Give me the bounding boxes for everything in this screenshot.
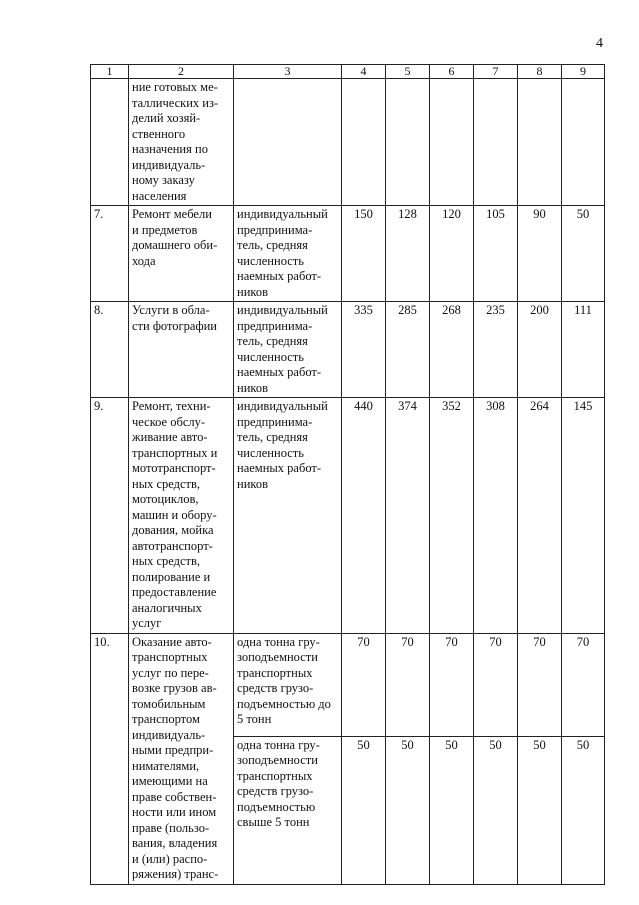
value-cell: 352	[430, 398, 474, 634]
row-number: 8.	[91, 302, 129, 398]
service-description: Ремонт мебели и предметов домашнего оби- хода	[129, 206, 234, 302]
row-number: 10.	[91, 633, 129, 884]
value-cell: 374	[386, 398, 430, 634]
table-row	[91, 302, 605, 398]
value-cell: 50	[562, 736, 605, 884]
value-cell	[562, 79, 605, 206]
value-cell	[342, 79, 386, 206]
service-description: Услуги в обла- сти фотографии	[129, 302, 234, 398]
value-cell	[518, 79, 562, 206]
value-cell: 111	[562, 302, 605, 398]
unit-description: индивидуальный предпринима- тель, средняя численность наемных работ- ников	[234, 398, 342, 634]
value-cell: 308	[474, 398, 518, 634]
data-table	[90, 64, 605, 885]
value-cell: 50	[342, 736, 386, 884]
unit-description: индивидуальный предпринима- тель, средняя численность наемных работ- ников	[234, 206, 342, 302]
value-cell: 90	[518, 206, 562, 302]
value-cell: 50	[474, 736, 518, 884]
value-cell: 145	[562, 398, 605, 634]
header-cell: 8	[518, 65, 562, 79]
value-cell: 70	[474, 633, 518, 736]
value-cell: 268	[430, 302, 474, 398]
row-number: 7.	[91, 206, 129, 302]
unit-description	[234, 79, 342, 206]
value-cell: 235	[474, 302, 518, 398]
value-cell: 440	[342, 398, 386, 634]
row-number: 9.	[91, 398, 129, 634]
value-cell: 200	[518, 302, 562, 398]
value-cell: 120	[430, 206, 474, 302]
header-cell: 5	[386, 65, 430, 79]
value-cell: 105	[474, 206, 518, 302]
header-cell: 9	[562, 65, 605, 79]
header-row	[91, 65, 605, 79]
value-cell: 70	[518, 633, 562, 736]
service-description: Ремонт, техни- ческое обслу- живание авто- транспортных и мототранспорт- ных средств, мотоциклов, машин и обору- дования, мойка автотранспорт- ных средств, полирование и предоставление аналогичных услуг	[129, 398, 234, 634]
header-cell: 3	[234, 65, 342, 79]
value-cell: 264	[518, 398, 562, 634]
header-cell: 7	[474, 65, 518, 79]
value-cell	[474, 79, 518, 206]
header-cell: 4	[342, 65, 386, 79]
table-row	[91, 206, 605, 302]
unit-description: индивидуальный предпринима- тель, средняя численность наемных работ- ников	[234, 302, 342, 398]
value-cell: 285	[386, 302, 430, 398]
value-cell	[430, 79, 474, 206]
value-cell: 335	[342, 302, 386, 398]
value-cell: 50	[386, 736, 430, 884]
value-cell: 70	[342, 633, 386, 736]
value-cell: 150	[342, 206, 386, 302]
value-cell: 70	[562, 633, 605, 736]
table-row	[91, 398, 605, 634]
service-description: Оказание авто- транспортных услуг по пере- возке грузов ав- томобильным транспортом индивидуаль- ными предпри- нимателями, имеющими на праве собствен- ности или ином праве (пользо- вания, владения и (или) распо- ряжения) транс-	[129, 633, 234, 884]
unit-description: одна тонна гру- зоподъемности транспортных средств грузо- подъемностью свыше 5 тонн	[234, 736, 342, 884]
row-number	[91, 79, 129, 206]
table-row	[91, 79, 605, 206]
table-row	[91, 633, 605, 736]
header-cell: 6	[430, 65, 474, 79]
service-description: ние готовых ме- таллических из- делий хозяй- ственного назначения по индивидуаль- ному заказу населения	[129, 79, 234, 206]
value-cell: 70	[430, 633, 474, 736]
value-cell: 50	[518, 736, 562, 884]
value-cell	[386, 79, 430, 206]
unit-description: одна тонна гру- зоподъемности транспортных средств грузо- подъемностью до 5 тонн	[234, 633, 342, 736]
value-cell: 70	[386, 633, 430, 736]
value-cell: 128	[386, 206, 430, 302]
header-cell: 2	[129, 65, 234, 79]
page-number: 4	[596, 36, 603, 51]
value-cell: 50	[562, 206, 605, 302]
header-cell: 1	[91, 65, 129, 79]
value-cell: 50	[430, 736, 474, 884]
